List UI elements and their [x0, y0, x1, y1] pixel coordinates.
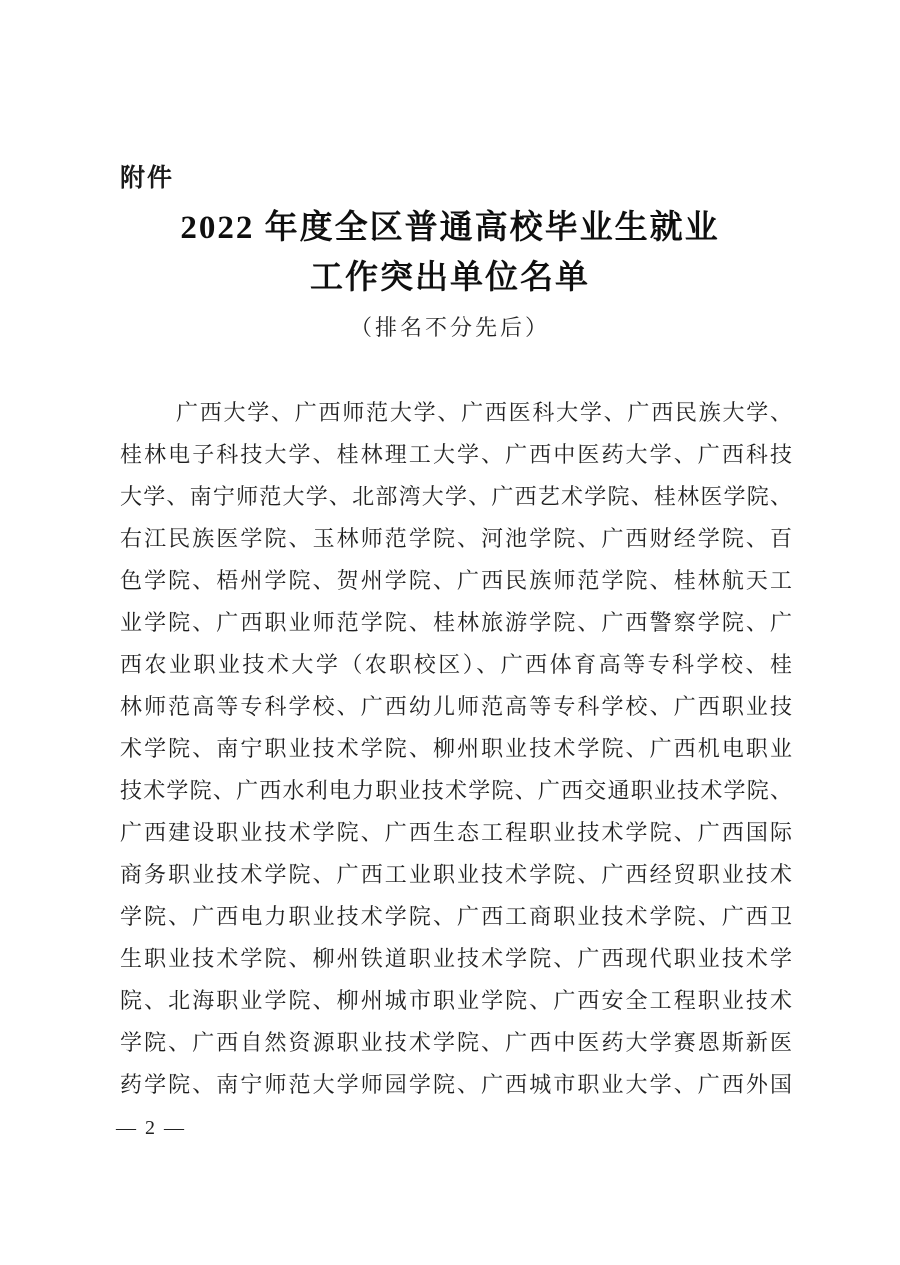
body-line: 学院、广西电力职业技术学院、广西工商职业技术学院、广西卫 [120, 904, 792, 929]
title-line-2: 工作突出单位名单 [310, 260, 590, 296]
body-line: 右江民族医学院、玉林师范学院、河池学院、广西财经学院、百 [120, 526, 792, 551]
body-line: 药学院、南宁师范大学师园学院、广西城市职业大学、广西外国 [120, 1072, 792, 1097]
body-line: 林师范高等专科学校、广西幼儿师范高等专科学校、广西职业技 [120, 694, 792, 719]
body-line: 术学院、南宁职业技术学院、柳州职业技术学院、广西机电职业 [120, 736, 792, 761]
body-line: 大学、南宁师范大学、北部湾大学、广西艺术学院、桂林医学院、 [120, 484, 792, 509]
page-number: — 2 — [116, 1117, 186, 1139]
body-line: 西农业职业技术大学（农职校区）、广西体育高等专科学校、桂 [120, 652, 792, 677]
body-line: 广西大学、广西师范大学、广西医科大学、广西民族大学、 [176, 400, 792, 425]
body-line: 商务职业技术学院、广西工业职业技术学院、广西经贸职业技术 [120, 862, 792, 887]
university-list-paragraph [120, 392, 792, 1106]
body-line: 生职业技术学院、柳州铁道职业技术学院、广西现代职业技术学 [120, 946, 792, 971]
subtitle-ranking-note: （排名不分先后） [349, 315, 550, 340]
body-line: 技术学院、广西水利电力职业技术学院、广西交通职业技术学院、 [120, 778, 792, 803]
body-line: 桂林电子科技大学、桂林理工大学、广西中医药大学、广西科技 [120, 442, 792, 467]
title-line-1: 2022 年度全区普通高校毕业生就业 [180, 210, 720, 246]
body-line: 院、北海职业学院、柳州城市职业学院、广西安全工程职业技术 [120, 988, 792, 1013]
body-line: 广西建设职业技术学院、广西生态工程职业技术学院、广西国际 [120, 820, 792, 845]
body-line: 学院、广西自然资源职业技术学院、广西中医药大学赛恩斯新医 [120, 1030, 792, 1055]
document-title [0, 203, 900, 303]
body-line: 色学院、梧州学院、贺州学院、广西民族师范学院、桂林航天工 [120, 568, 792, 593]
body-line: 业学院、广西职业师范学院、桂林旅游学院、广西警察学院、广 [120, 610, 792, 635]
attachment-label: 附件 [120, 164, 175, 192]
